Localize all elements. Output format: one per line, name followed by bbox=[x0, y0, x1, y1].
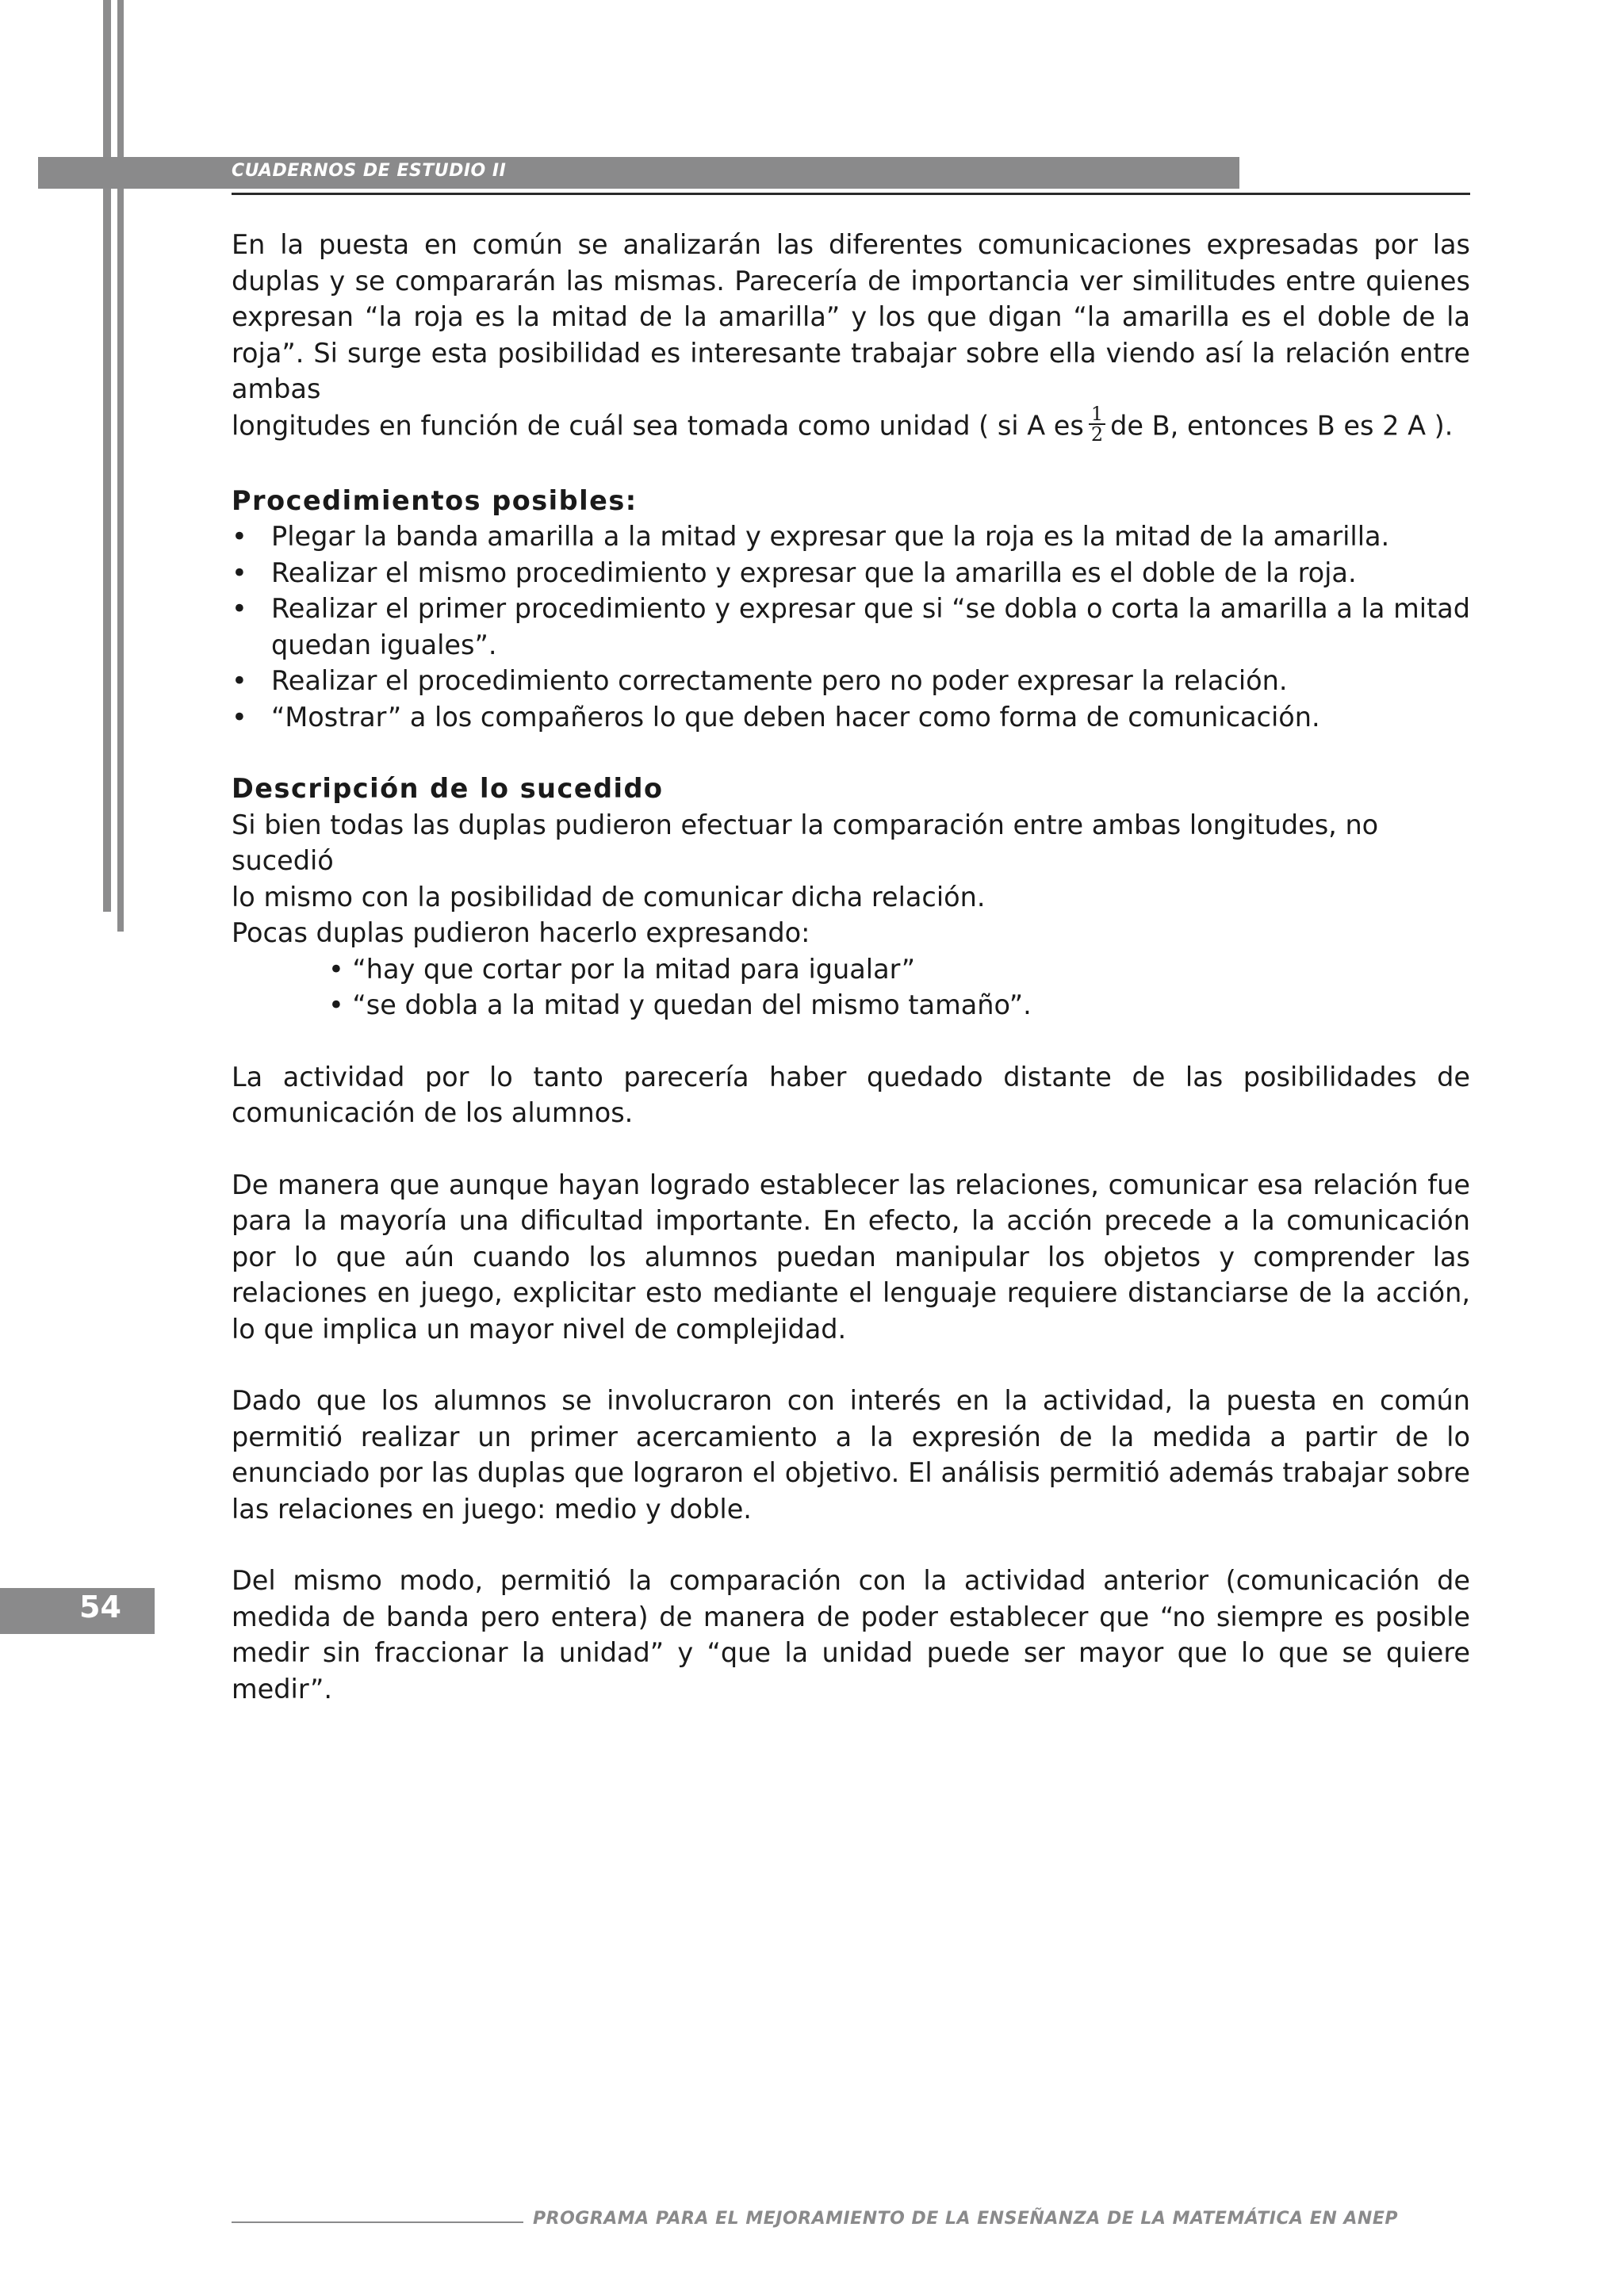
descripcion-line: Si bien todas las duplas pudieron efectuar la comparación entre ambas longitudes, no sucedió bbox=[232, 809, 1379, 876]
page-number-box bbox=[0, 1588, 155, 1634]
list-item: • Realizar el procedimiento correctamente pero no poder expresar la relación. bbox=[232, 665, 1288, 696]
fraction-one-half bbox=[1089, 404, 1105, 444]
list-item: • Realizar el mismo procedimiento y expresar que la amarilla es el doble de la roja. bbox=[232, 557, 1357, 588]
list-item: • “Mostrar” a los compañeros lo que deben hacer como forma de comunicación. bbox=[232, 701, 1320, 733]
running-header-title: CUADERNOS DE ESTUDIO II bbox=[232, 161, 507, 181]
quote-item: • “se dobla a la mitad y quedan del mismo tamaño”. bbox=[328, 989, 1032, 1020]
header-rule bbox=[232, 193, 1470, 195]
intro-text: En la puesta en común se analizarán las diferentes comunicaciones expresadas por las duplas y se compararán las mismas. Parecería de importancia ver similitudes entre quienes expresan “la roja es la mitad de la amarilla” y los que digan “la amarilla es el doble de la roja”. Si surge esta posibilidad es interesante trabajar sobre ella viendo así la relación entre ambas bbox=[232, 229, 1470, 404]
fraction-denominator: 2 bbox=[1090, 423, 1104, 446]
intro-paragraph bbox=[232, 227, 1470, 447]
body-paragraph: La actividad por lo tanto parecería haber quedado distante de las posibilidades de comunicación de los alumnos. bbox=[232, 1061, 1470, 1128]
intro-last-line-after: de B, entonces B es 2 A ). bbox=[1110, 410, 1454, 441]
running-footer: PROGRAMA PARA EL MEJORAMIENTO DE LA ENSEÑANZA DE LA MATEMÁTICA EN ANEP bbox=[533, 2209, 1398, 2229]
footer-rule bbox=[232, 2221, 523, 2223]
intro-last-line-before: longitudes en función de cuál sea tomada como unidad ( si A es bbox=[232, 410, 1084, 441]
body-paragraph: De manera que aunque hayan logrado establecer las relaciones, comunicar esa relación fue para la mayoría una dificultad importante. En efecto, la acción precede a la comunicación por lo que aún cuando los alumnos puedan manipular los objetos y comprender las relaciones en juego, explicitar esto mediante el lenguaje requiere distanciarse de la acción, lo que implica un mayor nivel de complejidad. bbox=[232, 1169, 1470, 1345]
list-item: • Realizar el primer procedimiento y expresar que si “se dobla o corta la amarilla a la mitad quedan iguales”. bbox=[232, 593, 1470, 660]
left-margin-bar bbox=[103, 0, 111, 912]
body-paragraph: Dado que los alumnos se involucraron con interés en la actividad, la puesta en común permitió realizar un primer acercamiento a la expresión de la medida a partir de lo enunciado por las duplas que lograron el objetivo. El análisis permitió además trabajar sobre las relaciones en juego: medio y doble. bbox=[232, 1385, 1470, 1525]
procedimientos-heading: Procedimientos posibles: bbox=[232, 484, 638, 516]
list-item: • Plegar la banda amarilla a la mitad y expresar que la roja es la mitad de la amarilla. bbox=[232, 521, 1390, 552]
intro-last-line bbox=[232, 402, 1470, 447]
descripcion-line: lo mismo con la posibilidad de comunicar dicha relación. bbox=[232, 881, 986, 913]
body-paragraph: Del mismo modo, permitió la comparación con la actividad anterior (comunicación de medida de banda pero entera) de manera de poder establecer que “no siempre es posible medir sin fraccionar la unidad” y “que la unidad puede ser mayor que lo que se quiere medir”. bbox=[232, 1565, 1470, 1705]
header-band bbox=[38, 157, 1239, 189]
fraction-numerator: 1 bbox=[1089, 404, 1105, 425]
page-number: 54 bbox=[79, 1590, 121, 1624]
left-margin-bar-inner bbox=[117, 0, 124, 932]
descripcion-line: Pocas duplas pudieron hacerlo expresando: bbox=[232, 917, 810, 948]
quote-item: • “hay que cortar por la mitad para igualar” bbox=[328, 953, 916, 985]
page-body bbox=[232, 227, 1470, 1707]
descripcion-heading: Descripción de lo sucedido bbox=[232, 773, 664, 804]
